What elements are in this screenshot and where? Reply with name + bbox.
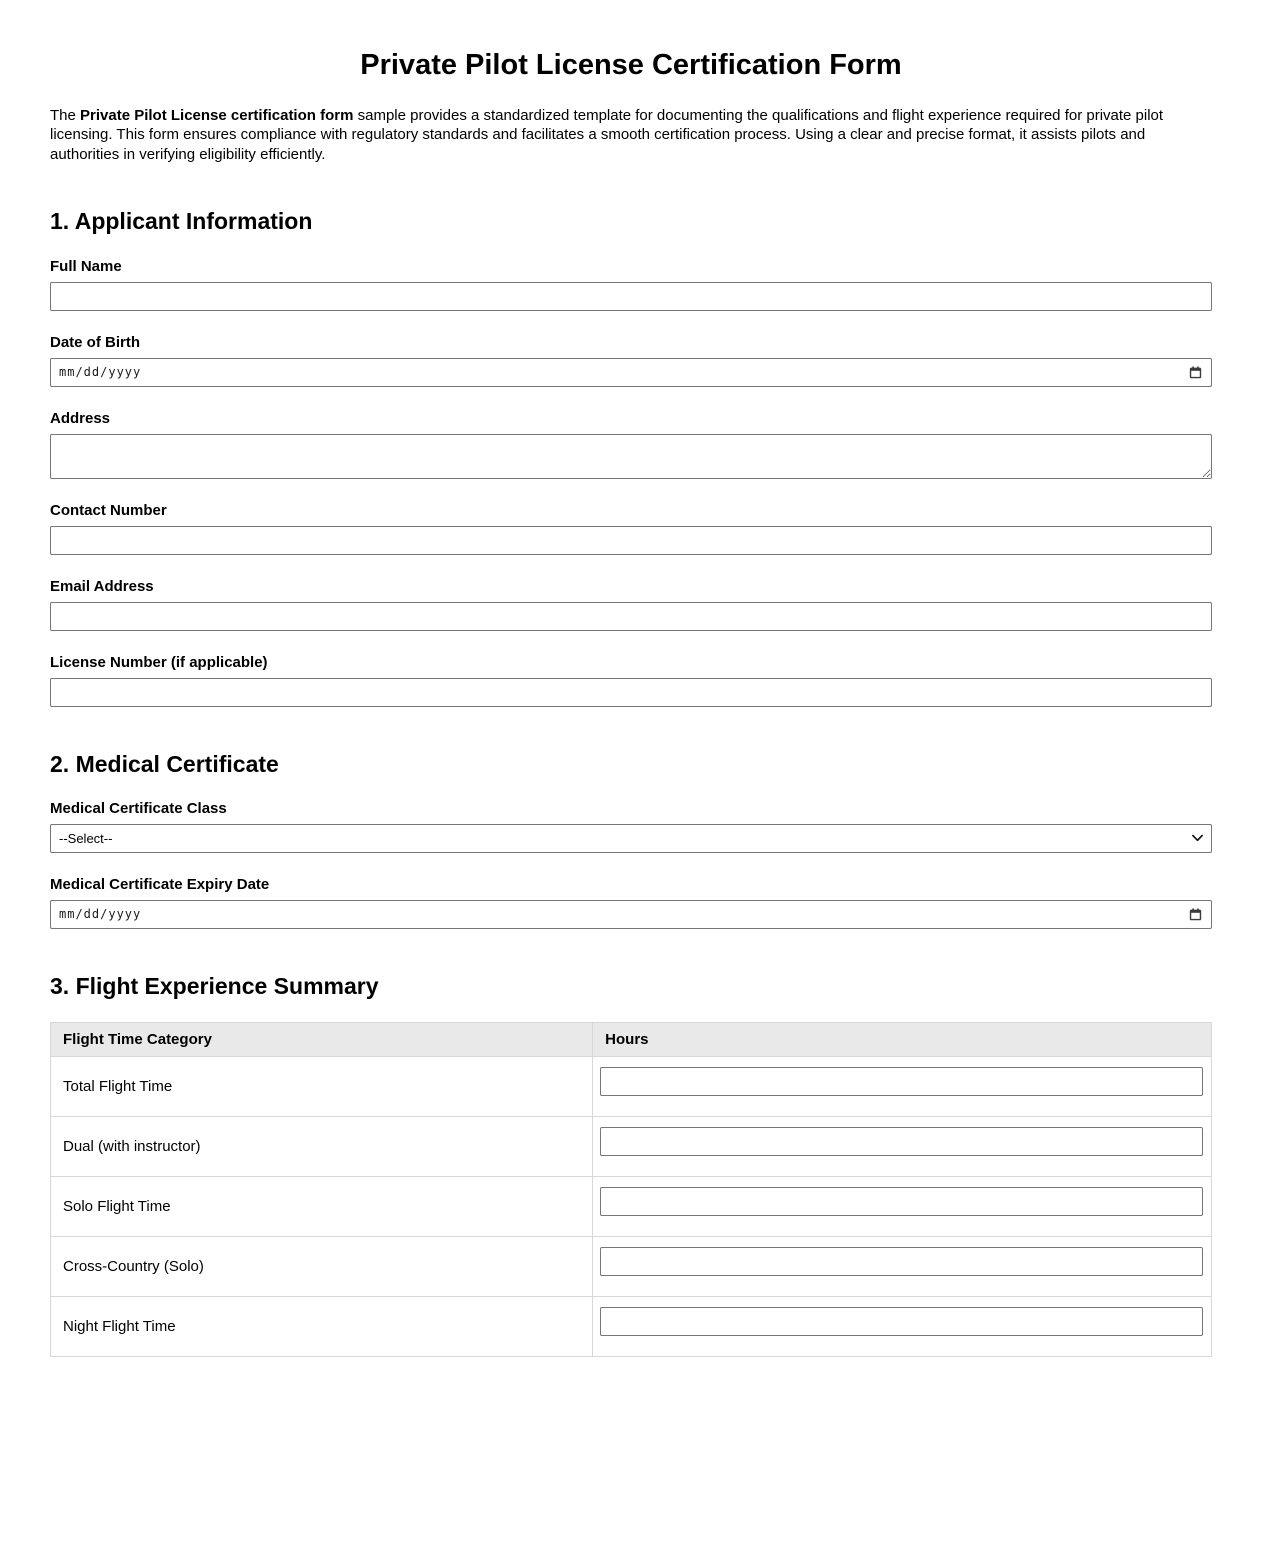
license-number-label: License Number (if applicable) bbox=[50, 653, 268, 671]
intro-paragraph bbox=[50, 106, 1212, 165]
medical-certificate-expiry-date-input[interactable] bbox=[50, 900, 1212, 929]
field-email-address bbox=[50, 578, 1212, 631]
hours-input-cross-country-solo[interactable] bbox=[600, 1247, 1203, 1276]
contact-number-input[interactable] bbox=[50, 526, 1212, 555]
category-cell-cross-country-solo: Cross-Country (Solo) bbox=[51, 1237, 593, 1297]
address-label: Address bbox=[50, 409, 111, 427]
flight-experience-table bbox=[50, 1022, 1212, 1357]
hours-cell bbox=[593, 1237, 1212, 1297]
intro-prefix: The bbox=[50, 106, 81, 124]
field-date-of-birth bbox=[50, 334, 1212, 387]
hours-input-night-flight-time[interactable] bbox=[600, 1307, 1203, 1336]
medical-certificate-expiry-date-label: Medical Certificate Expiry Date bbox=[50, 875, 270, 893]
medical-certificate-expiry-date-placeholder: mm/dd/yyyy bbox=[59, 907, 142, 922]
calendar-icon[interactable] bbox=[1188, 365, 1203, 380]
email-address-input[interactable] bbox=[50, 602, 1212, 631]
section-heading-medical-certificate: 2. Medical Certificate bbox=[50, 750, 279, 777]
column-header-hours: Hours bbox=[593, 1023, 1212, 1057]
field-address bbox=[50, 410, 1212, 479]
hours-input-solo-flight-time[interactable] bbox=[600, 1187, 1203, 1216]
table-row bbox=[51, 1057, 1212, 1117]
medical-certificate-class-selected-value: --Select-- bbox=[59, 830, 113, 846]
field-full-name bbox=[50, 258, 1212, 311]
hours-input-total-flight-time[interactable] bbox=[600, 1067, 1203, 1096]
medical-certificate-class-select[interactable] bbox=[50, 824, 1212, 853]
intro-bold: Private Pilot License certification form bbox=[80, 106, 354, 124]
section-heading-flight-experience-summary: 3. Flight Experience Summary bbox=[50, 972, 379, 999]
table-row bbox=[51, 1117, 1212, 1177]
table-row bbox=[51, 1237, 1212, 1297]
field-contact-number bbox=[50, 502, 1212, 555]
category-cell-solo-flight-time: Solo Flight Time bbox=[51, 1177, 593, 1237]
chevron-down-icon bbox=[1192, 834, 1203, 842]
calendar-icon[interactable] bbox=[1188, 907, 1203, 922]
table-row bbox=[51, 1177, 1212, 1237]
email-address-label: Email Address bbox=[50, 577, 154, 595]
table-row bbox=[51, 1297, 1212, 1357]
page-title: Private Pilot License Certification Form bbox=[360, 49, 902, 81]
hours-input-dual-with-instructor[interactable] bbox=[600, 1127, 1203, 1156]
date-of-birth-input[interactable] bbox=[50, 358, 1212, 387]
license-number-input[interactable] bbox=[50, 678, 1212, 707]
table-header-row bbox=[51, 1023, 1212, 1057]
form-container bbox=[50, 0, 1212, 1357]
field-medical-certificate-class bbox=[50, 800, 1212, 853]
hours-cell bbox=[593, 1117, 1212, 1177]
intro-rest: sample provides a standardized template for documenting the qualifications and flight experience required for private pilot licensing. This form ensures compliance with regulatory standards and facilitates a smooth certification process. Using a clear and precise format, it assists pilots and authorities in verifying eligibility efficiently. bbox=[50, 106, 1164, 163]
hours-cell bbox=[593, 1057, 1212, 1117]
hours-cell bbox=[593, 1177, 1212, 1237]
full-name-input[interactable] bbox=[50, 282, 1212, 311]
category-cell-total-flight-time: Total Flight Time bbox=[51, 1057, 593, 1117]
date-of-birth-placeholder: mm/dd/yyyy bbox=[59, 365, 142, 380]
hours-cell bbox=[593, 1297, 1212, 1357]
medical-certificate-class-label: Medical Certificate Class bbox=[50, 799, 227, 817]
category-cell-night-flight-time: Night Flight Time bbox=[51, 1297, 593, 1357]
contact-number-label: Contact Number bbox=[50, 501, 167, 519]
address-textarea[interactable] bbox=[50, 434, 1212, 479]
section-heading-applicant-information: 1. Applicant Information bbox=[50, 208, 313, 235]
full-name-label: Full Name bbox=[50, 257, 122, 275]
field-medical-certificate-expiry-date bbox=[50, 876, 1212, 929]
category-cell-dual-with-instructor: Dual (with instructor) bbox=[51, 1117, 593, 1177]
column-header-flight-time-category: Flight Time Category bbox=[51, 1023, 593, 1057]
date-of-birth-label: Date of Birth bbox=[50, 333, 140, 351]
field-license-number bbox=[50, 654, 1212, 707]
